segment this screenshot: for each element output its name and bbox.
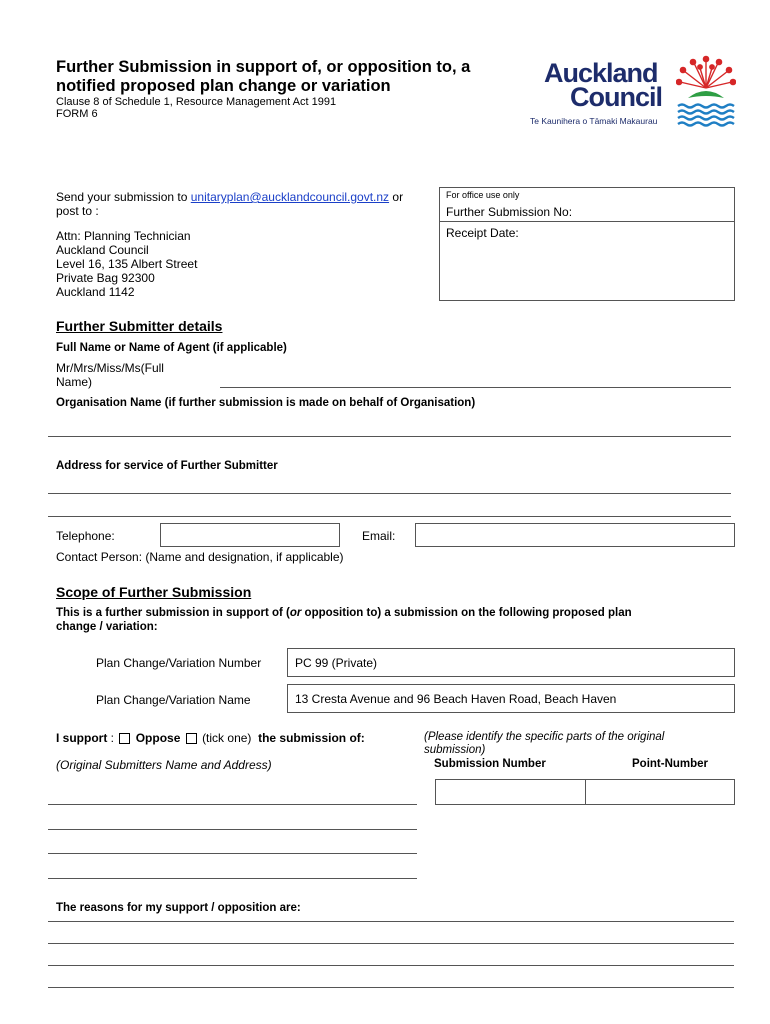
reasons-line-3[interactable] — [48, 965, 734, 966]
further-submission-no-label: Further Submission No: — [446, 205, 573, 219]
point-number-header: Point-Number — [632, 758, 709, 770]
title-label — [56, 361, 164, 389]
email-input[interactable] — [415, 523, 735, 547]
reasons-line-2[interactable] — [48, 943, 734, 944]
address-field-line-2[interactable] — [48, 516, 731, 517]
organisation-field[interactable] — [48, 436, 731, 437]
title-line-2: notified proposed plan change or variation — [56, 77, 391, 95]
plan-name-value: 13 Cresta Avenue and 96 Beach Haven Road, Beach Haven — [295, 692, 617, 706]
title-label-line-1: Mr/Mrs/Miss/Ms(Full — [56, 361, 164, 375]
plan-name-label: Plan Change/Variation Name — [96, 693, 251, 707]
send-prefix: Send your submission to — [56, 190, 188, 204]
contact-person-label: Contact Person: (Name and designation, if applicable) — [56, 550, 344, 564]
oppose-checkbox[interactable] — [186, 733, 197, 744]
support-oppose-row — [56, 731, 365, 745]
address-line: Auckland Council — [56, 243, 149, 257]
original-submitter-label: (Original Submitters Name and Address) — [56, 758, 272, 772]
title-label-line-2: Name) — [56, 375, 93, 389]
scope-intro-or: or — [289, 607, 302, 619]
office-use-box — [439, 187, 735, 301]
scope-intro-c: change / variation: — [56, 621, 158, 633]
submission-number-input[interactable] — [435, 779, 586, 805]
submission-number-header: Submission Number — [434, 758, 546, 770]
email-label: Email: — [362, 529, 396, 543]
plan-number-label: Plan Change/Variation Number — [96, 656, 262, 670]
office-divider — [440, 221, 734, 222]
telephone-label: Telephone: — [56, 529, 115, 543]
form-title — [56, 58, 526, 96]
logo-word-auckland: Auckland — [544, 58, 658, 88]
plan-number-field[interactable] — [287, 648, 735, 677]
scope-intro-a: This is a further submission in support of ( — [56, 607, 290, 619]
receipt-date-label: Receipt Date: — [446, 226, 519, 240]
send-suffix: or — [392, 190, 404, 204]
plan-number-value: PC 99 (Private) — [295, 656, 378, 670]
address-line: Private Bag 92300 — [56, 271, 155, 285]
tick-one-note: (tick one) — [202, 731, 252, 745]
scope-intro — [56, 606, 736, 634]
identify-note-line-1: (Please identify the specific parts of the original — [424, 731, 665, 743]
scope-intro-b: opposition to) a submission on the following proposed plan — [301, 607, 632, 619]
address-field-line-1[interactable] — [48, 493, 731, 494]
original-submitter-line-1[interactable] — [48, 804, 417, 805]
identify-parts-note — [424, 731, 730, 757]
full-name-field[interactable] — [220, 387, 731, 388]
submission-of-label: the submission of: — [258, 731, 365, 745]
send-submission-text — [56, 190, 403, 204]
support-colon: : — [110, 731, 115, 745]
address-line: Auckland 1142 — [56, 285, 135, 299]
postal-address — [56, 229, 197, 299]
auckland-council-logo — [530, 54, 740, 130]
title-line-1: Further Submission in support of, or opposition to, a — [56, 58, 471, 76]
address-line: Level 16, 135 Albert Street — [56, 257, 198, 271]
plan-name-field[interactable] — [287, 684, 735, 713]
office-use-heading: For office use only — [446, 190, 520, 200]
post-to-label: post to : — [56, 204, 99, 218]
original-submitter-line-2[interactable] — [48, 829, 417, 830]
oppose-label: Oppose — [135, 731, 181, 745]
reasons-label: The reasons for my support / opposition are: — [56, 902, 301, 914]
form-number: FORM 6 — [56, 108, 98, 120]
address-line: Attn: Planning Technician — [56, 229, 191, 243]
telephone-input[interactable] — [160, 523, 340, 547]
pohutukawa-icon — [676, 54, 736, 128]
original-submitter-line-4[interactable] — [48, 878, 417, 879]
address-for-service-label: Address for service of Further Submitter — [56, 460, 278, 472]
submission-email-link[interactable]: unitaryplan@aucklandcouncil.govt.nz — [190, 190, 390, 204]
reasons-line-1[interactable] — [48, 921, 734, 922]
original-submitter-line-3[interactable] — [48, 853, 417, 854]
organisation-label: Organisation Name (if further submission is made on behalf of Organisation) — [56, 397, 476, 409]
point-number-input[interactable] — [585, 779, 735, 805]
submitter-details-heading: Further Submitter details — [56, 318, 223, 334]
support-label: I support — [56, 731, 108, 745]
identify-note-line-2: submission) — [424, 744, 486, 756]
logo-tagline: Te Kaunihera o Tāmaki Makaurau — [530, 116, 658, 126]
reasons-line-4[interactable] — [48, 987, 734, 988]
scope-heading: Scope of Further Submission — [56, 584, 252, 600]
support-checkbox[interactable] — [119, 733, 130, 744]
logo-word-council: Council — [570, 82, 662, 112]
full-name-label: Full Name or Name of Agent (if applicable) — [56, 342, 287, 354]
clause-text: Clause 8 of Schedule 1, Resource Management Act 1991 — [56, 96, 337, 108]
